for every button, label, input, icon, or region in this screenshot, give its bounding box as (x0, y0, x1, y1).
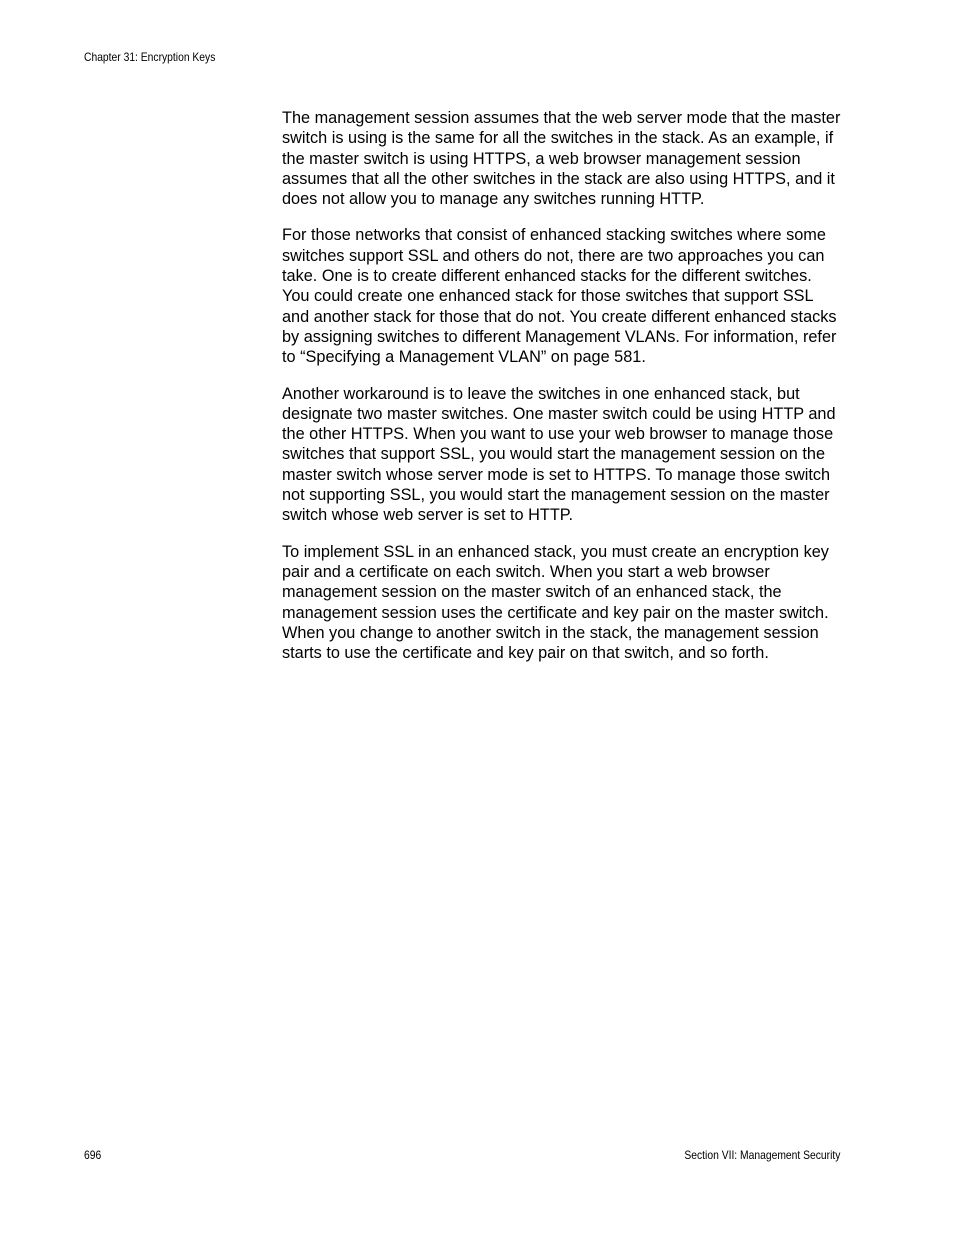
body-text (282, 108, 842, 679)
section-title: Section VII: Management Security (683, 1148, 840, 1162)
paragraph: Another workaround is to leave the switches in one enhanced stack, but designate two master switches. One master switch could be using HTTP and the other HTTPS. When you want to use your web browser to manage those switches that support SSL, you would start the management session on the master switch whose server mode is set to HTTPS. To manage those switch not supporting SSL, you would start the management session on the master switch whose web server is set to HTTP. (282, 384, 836, 525)
paragraph: To implement SSL in an enhanced stack, you must create an encryption key pair and a certificate on each switch. When you start a web browser management session on the master switch of an enhanced stack, the management session uses the certificate and key pair on the master switch. When you change to another switch in the stack, the management session starts to use the certificate and key pair on that switch, and so forth. (282, 542, 829, 663)
paragraph: The management session assumes that the web server mode that the master switch is using is the same for all the switches in the stack. As an example, if the master switch is using HTTPS, a web browser management session assumes that all the other switches in the stack are also using HTTPS, and it does not allow you to manage any switches running HTTP. (282, 109, 841, 209)
running-header: Chapter 31: Encryption Keys (84, 50, 216, 64)
paragraph: For those networks that consist of enhanced stacking switches where some switches support SSL and others do not, there are two approaches you can take. One is to create different enhanced stacks for the different switches. You could create one enhanced stack for those switches that support SSL and another stack for those that do not. You create different enhanced stacks by assigning switches to different Management VLANs. For information, refer to “Specifying a Management VLAN” on page 581. (282, 226, 837, 367)
page-number: 696 (84, 1148, 102, 1162)
